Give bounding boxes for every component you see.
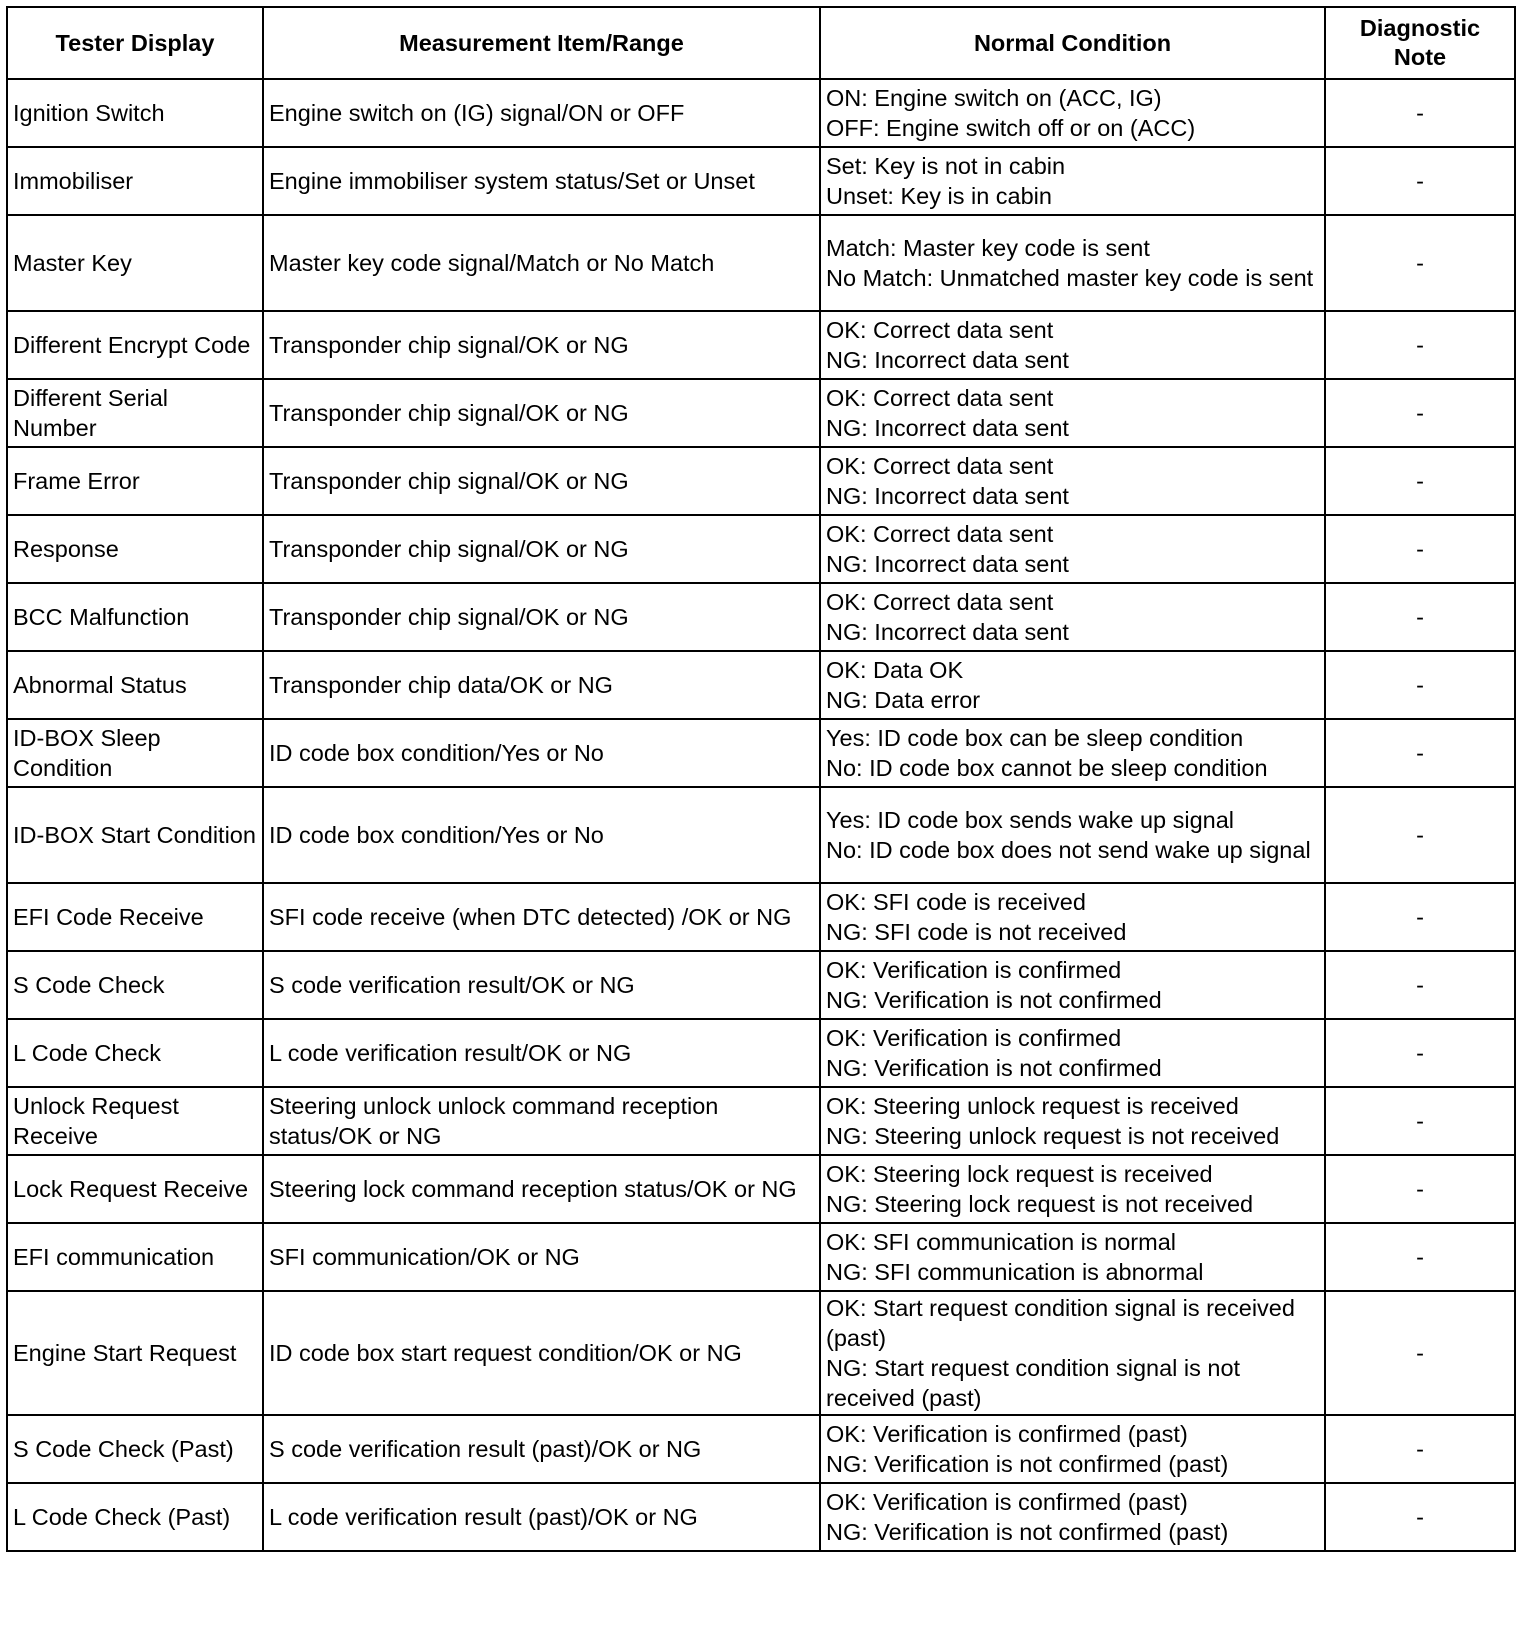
table-row <box>7 79 1515 147</box>
cell-tester-display: ID-BOX Start Condition <box>7 787 263 883</box>
condition-line: Yes: ID code box sends wake up signal <box>826 807 1235 833</box>
cell-measurement-item: S code verification result/OK or NG <box>263 951 820 1019</box>
cell-normal-condition <box>820 1291 1325 1415</box>
cell-measurement-item: SFI code receive (when DTC detected) /OK or NG <box>263 883 820 951</box>
condition-line: NG: Verification is not confirmed (past) <box>826 1451 1229 1477</box>
condition-line: NG: Steering lock request is not received <box>826 1191 1254 1217</box>
cell-tester-display: Lock Request Receive <box>7 1155 263 1223</box>
table-header-row <box>7 7 1515 79</box>
condition-line: NG: Verification is not confirmed <box>826 1055 1162 1081</box>
condition-line: NG: Steering unlock request is not received <box>826 1123 1280 1149</box>
condition-line: OK: Steering lock request is received <box>826 1161 1213 1187</box>
cell-measurement-item: Transponder chip signal/OK or NG <box>263 379 820 447</box>
cell-diagnostic-note: - <box>1325 79 1515 147</box>
cell-normal-condition <box>820 311 1325 379</box>
cell-normal-condition <box>820 379 1325 447</box>
cell-diagnostic-note: - <box>1325 1291 1515 1415</box>
condition-line: NG: SFI code is not received <box>826 919 1127 945</box>
table-row <box>7 1291 1515 1415</box>
table-row <box>7 1155 1515 1223</box>
cell-diagnostic-note: - <box>1325 1223 1515 1291</box>
condition-line: NG: Incorrect data sent <box>826 551 1069 577</box>
table-row <box>7 719 1515 787</box>
cell-measurement-item: ID code box condition/Yes or No <box>263 719 820 787</box>
cell-measurement-item: Steering lock command reception status/OK or NG <box>263 1155 820 1223</box>
condition-line: Unset: Key is in cabin <box>826 183 1052 209</box>
cell-diagnostic-note: - <box>1325 583 1515 651</box>
condition-line: OK: Verification is confirmed (past) <box>826 1421 1188 1447</box>
condition-line: Set: Key is not in cabin <box>826 153 1066 179</box>
cell-diagnostic-note: - <box>1325 515 1515 583</box>
cell-tester-display: Different Encrypt Code <box>7 311 263 379</box>
cell-tester-display: ID-BOX Sleep Condition <box>7 719 263 787</box>
cell-tester-display: L Code Check <box>7 1019 263 1087</box>
condition-line: OK: Verification is confirmed <box>826 957 1122 983</box>
header-normal-condition: Normal Condition <box>820 7 1325 79</box>
cell-diagnostic-note: - <box>1325 1019 1515 1087</box>
table-row <box>7 215 1515 311</box>
cell-measurement-item: Transponder chip signal/OK or NG <box>263 515 820 583</box>
cell-normal-condition <box>820 515 1325 583</box>
cell-measurement-item: ID code box condition/Yes or No <box>263 787 820 883</box>
cell-diagnostic-note: - <box>1325 215 1515 311</box>
cell-measurement-item: SFI communication/OK or NG <box>263 1223 820 1291</box>
cell-normal-condition <box>820 583 1325 651</box>
table-row <box>7 1087 1515 1155</box>
table-row <box>7 147 1515 215</box>
condition-line: OK: Correct data sent <box>826 589 1054 615</box>
condition-line: OK: Verification is confirmed (past) <box>826 1489 1188 1515</box>
condition-line: NG: Verification is not confirmed <box>826 987 1162 1013</box>
cell-measurement-item: Steering unlock unlock command reception status/OK or NG <box>263 1087 820 1155</box>
cell-tester-display: EFI communication <box>7 1223 263 1291</box>
cell-normal-condition <box>820 1019 1325 1087</box>
table-row <box>7 951 1515 1019</box>
cell-measurement-item: Master key code signal/Match or No Match <box>263 215 820 311</box>
cell-diagnostic-note: - <box>1325 447 1515 515</box>
cell-diagnostic-note: - <box>1325 1155 1515 1223</box>
cell-measurement-item: ID code box start request condition/OK or NG <box>263 1291 820 1415</box>
cell-normal-condition <box>820 651 1325 719</box>
condition-line: NG: Incorrect data sent <box>826 415 1069 441</box>
condition-line: Yes: ID code box can be sleep condition <box>826 725 1244 751</box>
cell-diagnostic-note: - <box>1325 651 1515 719</box>
cell-tester-display: EFI Code Receive <box>7 883 263 951</box>
table-row <box>7 379 1515 447</box>
condition-line: NG: Incorrect data sent <box>826 619 1069 645</box>
table-row <box>7 1483 1515 1551</box>
cell-tester-display: S Code Check <box>7 951 263 1019</box>
cell-measurement-item: Engine immobiliser system status/Set or Unset <box>263 147 820 215</box>
condition-line: OFF: Engine switch off or on (ACC) <box>826 115 1196 141</box>
cell-tester-display: Engine Start Request <box>7 1291 263 1415</box>
cell-diagnostic-note: - <box>1325 147 1515 215</box>
header-measurement-item: Measurement Item/Range <box>263 7 820 79</box>
cell-tester-display: L Code Check (Past) <box>7 1483 263 1551</box>
condition-line: OK: Correct data sent <box>826 317 1054 343</box>
data-list-table <box>6 6 1516 1552</box>
cell-tester-display: Abnormal Status <box>7 651 263 719</box>
condition-line: OK: Steering unlock request is received <box>826 1093 1239 1119</box>
cell-diagnostic-note: - <box>1325 1415 1515 1483</box>
cell-tester-display: Frame Error <box>7 447 263 515</box>
cell-normal-condition <box>820 215 1325 311</box>
condition-line: OK: Correct data sent <box>826 453 1054 479</box>
condition-line: No Match: Unmatched master key code is sent <box>826 265 1314 291</box>
condition-line: No: ID code box does not send wake up signal <box>826 837 1311 863</box>
cell-normal-condition <box>820 1483 1325 1551</box>
condition-line: OK: SFI code is received <box>826 889 1086 915</box>
cell-normal-condition <box>820 719 1325 787</box>
cell-normal-condition <box>820 1087 1325 1155</box>
cell-tester-display: Response <box>7 515 263 583</box>
condition-line: OK: Correct data sent <box>826 385 1054 411</box>
cell-diagnostic-note: - <box>1325 1087 1515 1155</box>
cell-measurement-item: Transponder chip signal/OK or NG <box>263 311 820 379</box>
header-diagnostic-note: Diagnostic Note <box>1325 7 1515 79</box>
cell-normal-condition <box>820 883 1325 951</box>
table-row <box>7 515 1515 583</box>
condition-line: OK: Start request condition signal is received (past) <box>826 1295 1295 1351</box>
condition-line: NG: SFI communication is abnormal <box>826 1259 1204 1285</box>
condition-line: OK: Correct data sent <box>826 521 1054 547</box>
cell-normal-condition <box>820 447 1325 515</box>
cell-diagnostic-note: - <box>1325 1483 1515 1551</box>
table-row <box>7 311 1515 379</box>
table-row <box>7 1415 1515 1483</box>
cell-measurement-item: L code verification result (past)/OK or NG <box>263 1483 820 1551</box>
cell-tester-display: Different Serial Number <box>7 379 263 447</box>
cell-normal-condition <box>820 1155 1325 1223</box>
table-row <box>7 787 1515 883</box>
cell-tester-display: BCC Malfunction <box>7 583 263 651</box>
condition-line: Match: Master key code is sent <box>826 235 1150 261</box>
condition-line: NG: Data error <box>826 687 981 713</box>
cell-tester-display: Immobiliser <box>7 147 263 215</box>
cell-diagnostic-note: - <box>1325 883 1515 951</box>
table-row <box>7 1019 1515 1087</box>
condition-line: NG: Verification is not confirmed (past) <box>826 1519 1229 1545</box>
cell-measurement-item: Transponder chip signal/OK or NG <box>263 583 820 651</box>
cell-diagnostic-note: - <box>1325 787 1515 883</box>
condition-line: OK: SFI communication is normal <box>826 1229 1176 1255</box>
condition-line: NG: Incorrect data sent <box>826 483 1069 509</box>
condition-line: OK: Verification is confirmed <box>826 1025 1122 1051</box>
cell-normal-condition <box>820 79 1325 147</box>
cell-measurement-item: Transponder chip signal/OK or NG <box>263 447 820 515</box>
table-row <box>7 651 1515 719</box>
table-row <box>7 1223 1515 1291</box>
cell-measurement-item: L code verification result/OK or NG <box>263 1019 820 1087</box>
condition-line: No: ID code box cannot be sleep condition <box>826 755 1268 781</box>
table-row <box>7 583 1515 651</box>
cell-diagnostic-note: - <box>1325 379 1515 447</box>
cell-measurement-item: S code verification result (past)/OK or NG <box>263 1415 820 1483</box>
cell-normal-condition <box>820 951 1325 1019</box>
cell-measurement-item: Engine switch on (IG) signal/ON or OFF <box>263 79 820 147</box>
cell-diagnostic-note: - <box>1325 951 1515 1019</box>
cell-normal-condition <box>820 1223 1325 1291</box>
cell-normal-condition <box>820 147 1325 215</box>
cell-measurement-item: Transponder chip data/OK or NG <box>263 651 820 719</box>
condition-line: NG: Incorrect data sent <box>826 347 1069 373</box>
cell-normal-condition <box>820 1415 1325 1483</box>
header-tester-display: Tester Display <box>7 7 263 79</box>
table-row <box>7 447 1515 515</box>
cell-tester-display: Master Key <box>7 215 263 311</box>
condition-line: NG: Start request condition signal is not received (past) <box>826 1355 1241 1411</box>
cell-diagnostic-note: - <box>1325 719 1515 787</box>
cell-tester-display: Unlock Request Receive <box>7 1087 263 1155</box>
condition-line: OK: Data OK <box>826 657 964 683</box>
cell-tester-display: Ignition Switch <box>7 79 263 147</box>
cell-tester-display: S Code Check (Past) <box>7 1415 263 1483</box>
table-row <box>7 883 1515 951</box>
condition-line: ON: Engine switch on (ACC, IG) <box>826 85 1162 111</box>
cell-normal-condition <box>820 787 1325 883</box>
cell-diagnostic-note: - <box>1325 311 1515 379</box>
